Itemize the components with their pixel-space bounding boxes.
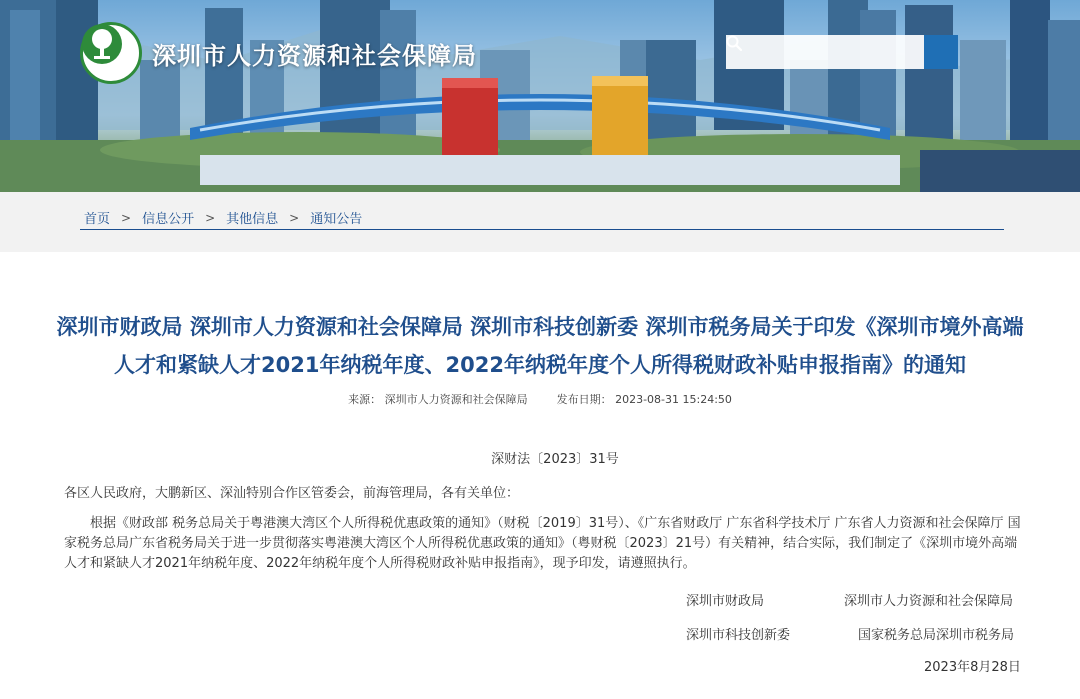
search-icon <box>726 35 742 51</box>
article-panel <box>0 252 1080 699</box>
breadcrumb-notices[interactable]: 通知公告 <box>310 212 363 227</box>
article-body: 根据《财政部 税务总局关于粤港澳大湾区个人所得税优惠政策的通知》（财税〔2019〕31号）、《广东省财政厅 广东省科学技术厅 广东省人力资源和社会保障厅 国家税务总局广东省税务局关于进一步贯彻落实粤港澳大湾区个人所得税优惠政策的通知》（粤财税〔2023〕21号）有关精神，结合实际，我们制定了《深圳市境外高端人才和紧缺人才2021年纳税年度、2022年纳税年度个人所得税财政补贴申报指南》，现予印发，请遵照执行。 <box>64 516 1021 571</box>
signatory-tax-bureau: 国家税务总局深圳市税务局 <box>858 628 1015 643</box>
site-title: 深圳市人力资源和社会保障局 <box>152 41 477 70</box>
document-number: 深财法〔2023〕31号 <box>491 452 619 467</box>
search-button[interactable] <box>924 35 958 69</box>
signatory-finance-bureau: 深圳市财政局 <box>686 594 765 609</box>
salutation: 各区人民政府，大鹏新区、深汕特别合作区管委会，前海管理局，各有关单位： <box>64 486 520 501</box>
search-box <box>726 35 958 69</box>
tree-logo-icon <box>80 22 142 84</box>
article-title-line-2: 人才和紧缺人才2021年纳税年度、2022年纳税年度个人所得税财政补贴申报指南》的通知 <box>114 353 966 377</box>
breadcrumb-divider <box>80 229 1004 230</box>
source-label: 来源： <box>348 393 382 406</box>
header-banner <box>0 0 1080 192</box>
sign-date: 2023年8月28日 <box>924 660 1021 675</box>
article-title <box>30 308 1050 384</box>
date-value: 2023-08-31 15:24:50 <box>615 393 732 406</box>
breadcrumb-separator: > <box>121 210 132 225</box>
breadcrumb-other-info[interactable]: 其他信息 <box>226 212 279 227</box>
article-title-line-1: 深圳市财政局 深圳市人力资源和社会保障局 深圳市科技创新委 深圳市税务局关于印发《深圳市境外高端 <box>56 315 1024 339</box>
source-value: 深圳市人力资源和社会保障局 <box>384 393 528 406</box>
breadcrumb-info-public[interactable]: 信息公开 <box>142 212 195 227</box>
breadcrumb-separator: > <box>205 210 216 225</box>
signatory-sti-commission: 深圳市科技创新委 <box>686 628 791 643</box>
site-logo[interactable] <box>80 22 477 84</box>
breadcrumb-separator: > <box>289 210 300 225</box>
date-label: 发布日期： <box>556 393 612 406</box>
article-meta <box>0 391 1080 407</box>
search-input[interactable] <box>726 35 924 69</box>
breadcrumb-bar <box>0 192 1080 252</box>
breadcrumb <box>84 208 362 227</box>
breadcrumb-home[interactable]: 首页 <box>84 212 111 227</box>
signatory-hrss-bureau: 深圳市人力资源和社会保障局 <box>844 594 1014 609</box>
